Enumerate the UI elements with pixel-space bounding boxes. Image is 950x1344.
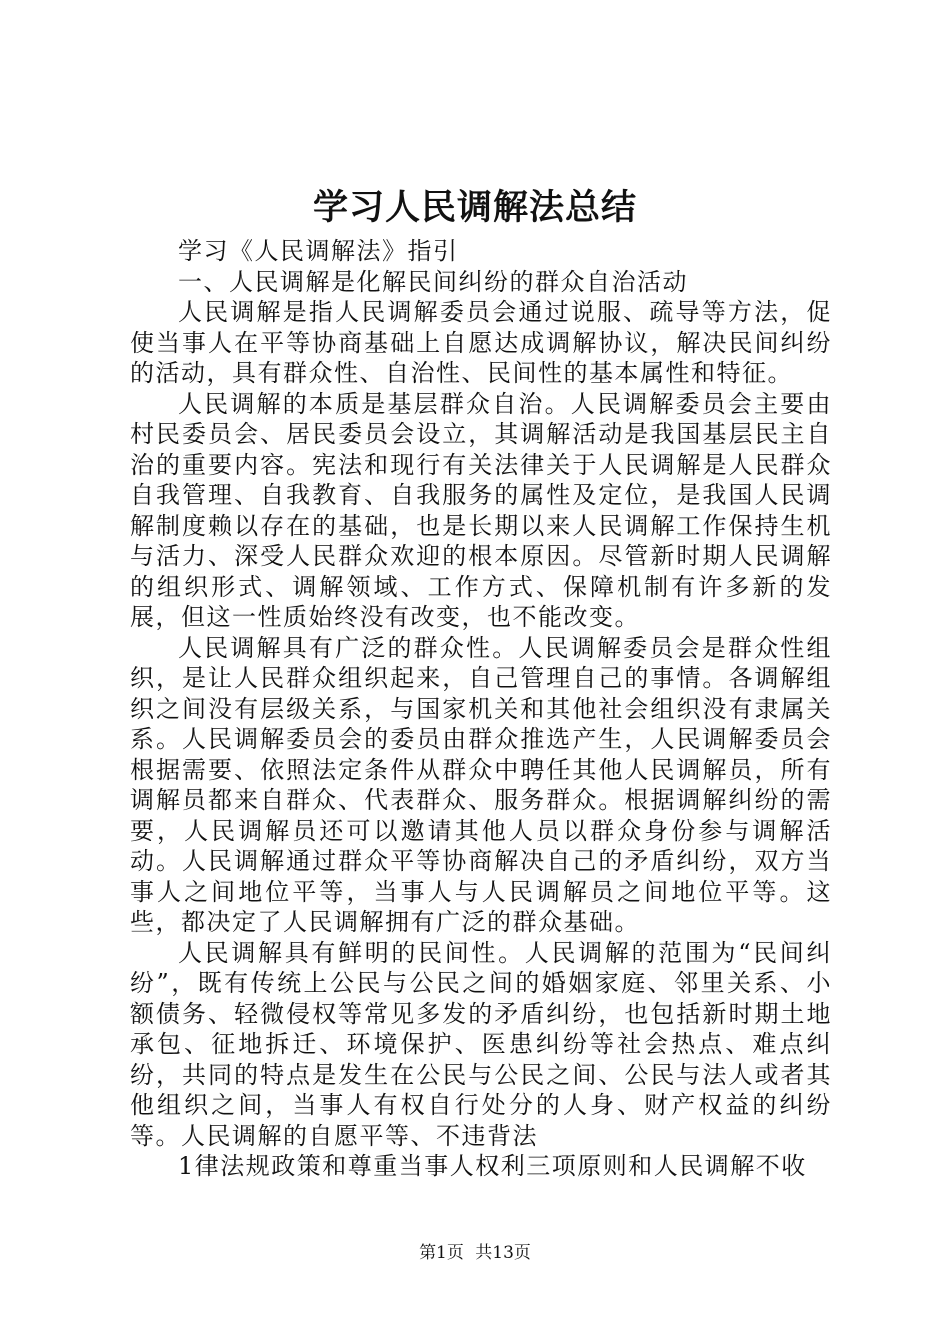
paragraph: 人民调解具有鲜明的民间性。人民调解的范围为“民间纠纷”，既有传统上公民与公民之间的婚姻家庭、邻里关系、小额债务、轻微侵权等常见多发的矛盾纠纷，也包括新时期土地承包、征地拆迁、环境保护、医患纠纷等社会热点、难点纠纷，共同的特点是发生在公民与公民之间、公民与法人或者其他组织之间，当事人有权自行处分的人身、财产权益的纠纷等。人民调解的自愿平等、不违背法 [130, 938, 832, 1150]
paragraph: 人民调解是指人民调解委员会通过说服、疏导等方法，促使当事人在平等协商基础上自愿达成调解协议，解决民间纠纷的活动，具有群众性、自治性、民间性的基本属性和特征。 [130, 298, 832, 387]
document-body [130, 236, 832, 1182]
paragraph: 学习《人民调解法》指引 [178, 237, 459, 265]
page-footer [0, 1241, 950, 1265]
paragraph: 人民调解具有广泛的群众性。人民调解委员会是群众性组织，是让人民群众组织起来，自己管理自己的事情。各调解组织之间没有层级关系，与国家机关和其他社会组织没有隶属关系。人民调解委员会的委员由群众推选产生，人民调解委员会根据需要、依照法定条件从群众中聘任其他人民调解员，所有调解员都来自群众、代表群众、服务群众。根据调解纠纷的需要，人民调解员还可以邀请其他人员以群众身份参与调解活动。人民调解通过群众平等协商解决自己的矛盾纠纷，双方当事人之间地位平等，当事人与人民调解员之间地位平等。这些，都决定了人民调解拥有广泛的群众基础。 [130, 633, 832, 936]
paragraph: 人民调解的本质是基层群众自治。人民调解委员会主要由村民委员会、居民委员会设立，其调解活动是我国基层民主自治的重要内容。宪法和现行有关法律关于人民调解是人民群众自我管理、自我教育、自我服务的属性及定位，是我国人民调解制度赖以存在的基础，也是长期以来人民调解工作保持生机与活力、深受人民群众欢迎的根本原因。尽管新时期人民调解的组织形式、调解领域、工作方式、保障机制有许多新的发展，但这一性质始终没有改变，也不能改变。 [130, 389, 832, 631]
page-number: 第1页 [419, 1243, 464, 1263]
document-title: 学习人民调解法总结 [312, 188, 637, 228]
paragraph: 一、人民调解是化解民间纠纷的群众自治活动 [178, 267, 688, 296]
page-total: 共13页 [475, 1243, 531, 1263]
paragraph: 1律法规政策和尊重当事人权利三项原则和人民调解不收 [178, 1152, 807, 1180]
